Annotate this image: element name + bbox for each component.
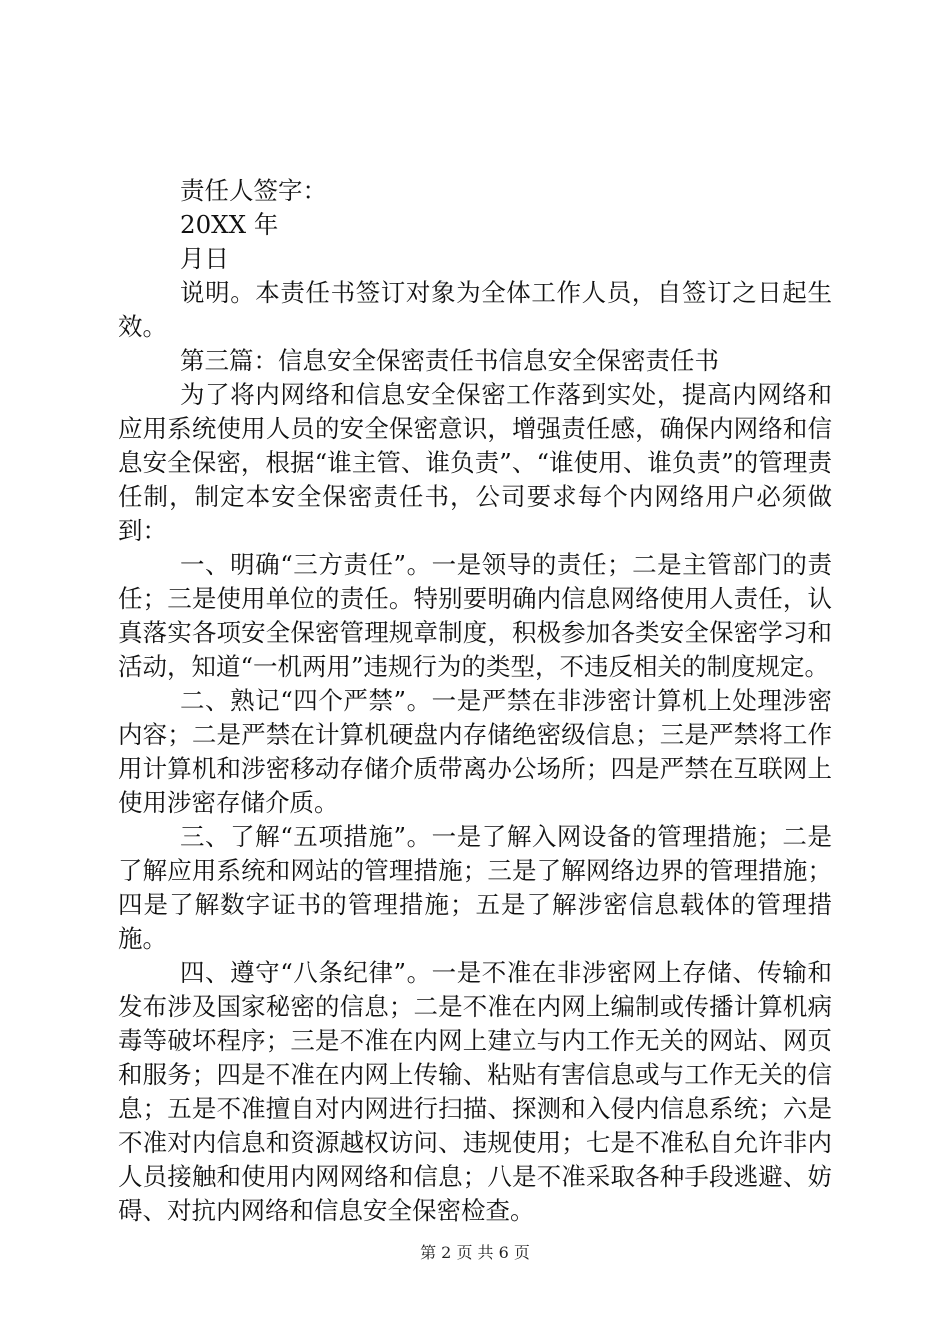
intro-paragraph: 为了将内网络和信息安全保密工作落到实处，提高内网络和应用系统使用人员的安全保密意识，增强责任感，确保内网络和信息安全保密，根据“谁主管、谁负责”、“谁使用、谁负责”的管理责任制，制定本安全保密责任书，公司要求每个内网络用户必须做到： — [118, 380, 832, 545]
page-footer — [0, 1243, 950, 1263]
item-3-paragraph: 三、了解“五项措施”。一是了解入网设备的管理措施；二是了解应用系统和网站的管理措施；三是了解网络边界的管理措施；四是了解数字证书的管理措施；五是了解涉密信息载体的管理措施。 — [118, 822, 832, 953]
month-day-line: 月日 — [180, 244, 229, 273]
note-paragraph: 说明。本责任书签订对象为全体工作人员，自签订之日起生效。 — [118, 278, 832, 341]
year-line: 20XX 年 — [180, 210, 279, 239]
item-4-paragraph: 四、遵守“八条纪律”。一是不准在非涉密网上存储、传输和发布涉及国家秘密的信息；二是不准在内网上编制或传播计算机病毒等破坏程序；三是不准在内网上建立与内工作无关的网站、网页和服务；四是不准在内网上传输、粘贴有害信息或与工作无关的信息；五是不准擅自对内网进行扫描、探测和入侵内信息系统；六是不准对内信息和资源越权访问、违规使用；七是不准私自允许非内人员接触和使用内网网络和信息；八是不准采取各种手段逃避、妨碍、对抗内网络和信息安全保密检查。 — [118, 958, 832, 1225]
document-body — [118, 174, 832, 1228]
page-indicator: 第 2 页 共 6 页 — [420, 1243, 530, 1262]
item-2-paragraph: 二、熟记“四个严禁”。一是严禁在非涉密计算机上处理涉密内容；二是严禁在计算机硬盘内存储绝密级信息；三是严禁将工作用计算机和涉密移动存储介质带离办公场所；四是严禁在互联网上使用涉密存储介质。 — [118, 686, 832, 817]
item-1-paragraph: 一、明确“三方责任”。一是领导的责任；二是主管部门的责任；三是使用单位的责任。特别要明确内信息网络使用人责任，认真落实各项安全保密管理规章制度，积极参加各类安全保密学习和活动，知道“一机两用”违规行为的类型，不违反相关的制度规定。 — [118, 550, 832, 681]
signature-label: 责任人签字： — [180, 176, 327, 205]
section-title: 第三篇：信息安全保密责任书信息安全保密责任书 — [180, 346, 719, 375]
